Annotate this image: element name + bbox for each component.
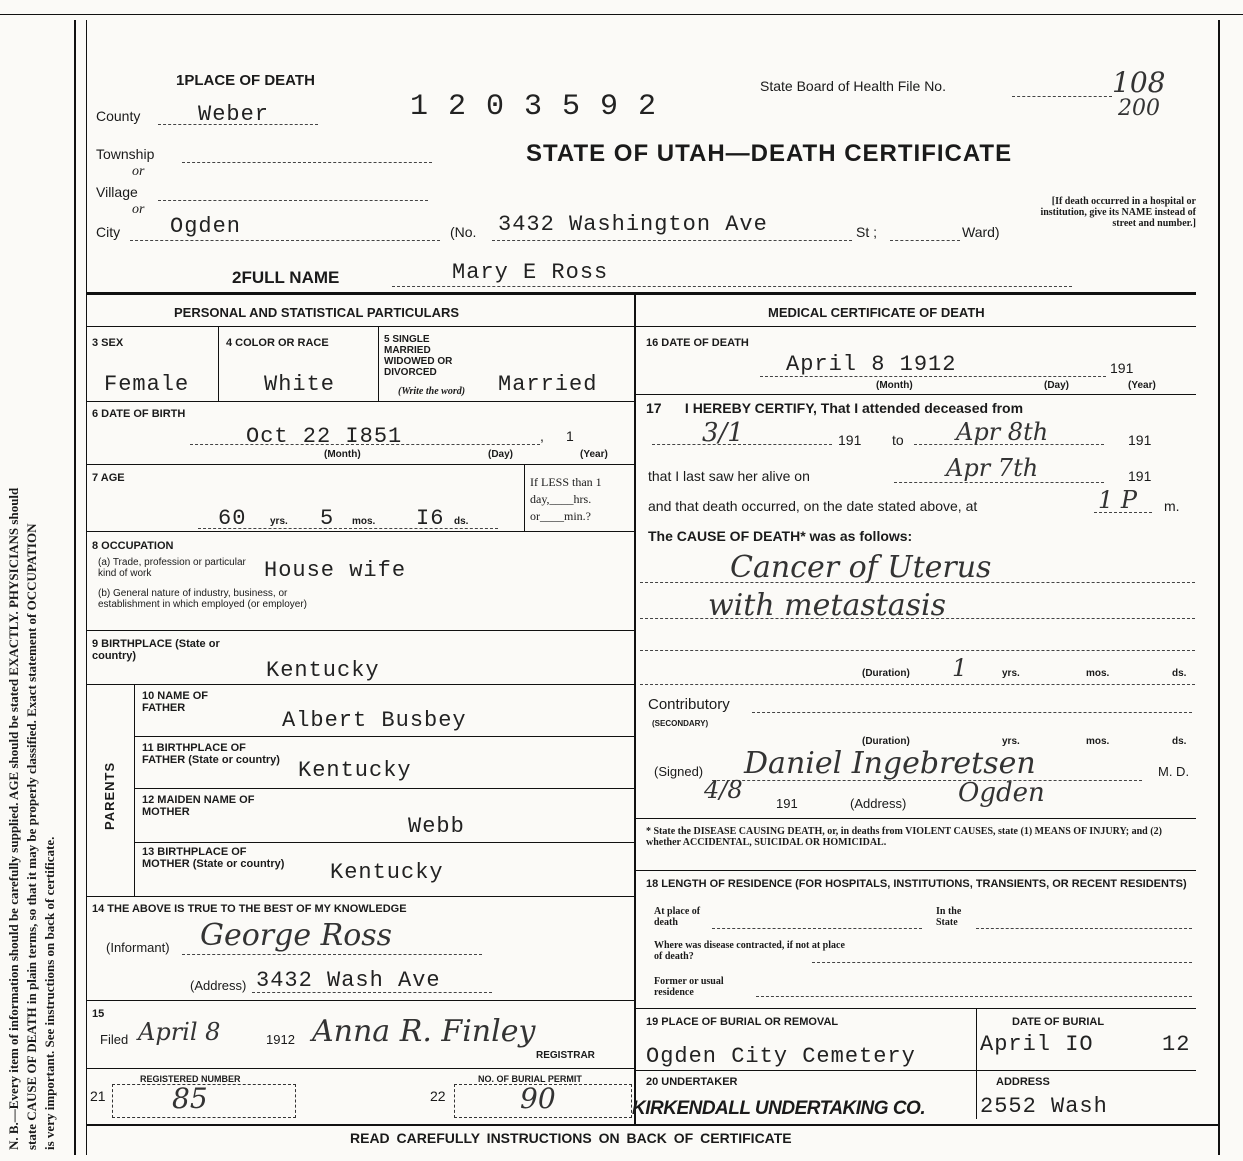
- duration-yrs-1: yrs.: [1002, 668, 1020, 679]
- st-label: St ;: [856, 224, 878, 240]
- city-label: City: [96, 224, 121, 240]
- attended-to: Apr 8th: [956, 418, 1049, 446]
- occ-a-label: (a) Trade, profession or particular kind of work: [98, 557, 246, 579]
- duration-ds-1: ds.: [1172, 668, 1187, 679]
- parents-label: PARENTS: [102, 761, 117, 830]
- marital-label: 5 SINGLE MARRIED WIDOWED OR DIVORCED: [384, 334, 453, 378]
- duration-ds-2: ds.: [1172, 736, 1187, 747]
- at-place-label: At place of death: [654, 906, 701, 928]
- dob-comma: ,: [540, 428, 544, 444]
- reg-num-prefix: 21: [90, 1088, 106, 1104]
- dob-label: 6 DATE OF BIRTH: [92, 408, 186, 420]
- duration-years: 1: [952, 654, 968, 682]
- certificate-title: STATE OF UTAH—DEATH CERTIFICATE: [526, 140, 1013, 167]
- father-birthplace-label: 11 BIRTHPLACE OF FATHER (State or country): [142, 742, 280, 766]
- ward-label: Ward): [962, 224, 1000, 240]
- burial-year: 12: [1162, 1032, 1191, 1057]
- duration-yrs-2: yrs.: [1002, 736, 1020, 747]
- cause-line-1: Cancer of Uterus: [730, 550, 992, 585]
- file-no-value-2: 200: [1118, 96, 1160, 121]
- mos-label: mos.: [352, 516, 376, 527]
- medical-section-title: MEDICAL CERTIFICATE OF DEATH: [768, 305, 985, 320]
- permit-label: NO. OF BURIAL PERMIT: [478, 1074, 582, 1084]
- city-value: Ogden: [170, 214, 242, 239]
- sig-address: Ogden: [958, 778, 1045, 808]
- dob-year-label: (Year): [580, 449, 608, 460]
- occurred-label: and that death occurred, on the date stated above, at: [648, 498, 978, 514]
- race-label: 4 COLOR OR RACE: [226, 337, 329, 349]
- undertaker-label: 20 UNDERTAKER: [646, 1076, 738, 1088]
- full-name-label: 2FULL NAME: [232, 268, 340, 287]
- age-days: I6: [416, 506, 445, 531]
- margin-line-1: N. B.—Every item of information should be carefully supplied. AGE should be stated EXACTLY. PHYSICIANS should: [6, 487, 21, 1150]
- file-no-label: State Board of Health File No.: [760, 78, 946, 94]
- margin-line-3: is very important. See instructions on back of certificate.: [42, 836, 57, 1150]
- personal-section-title: PERSONAL AND STATISTICAL PARTICULARS: [174, 305, 460, 320]
- place-of-death-label: 1PLACE OF DEATH: [176, 72, 315, 89]
- contributory-label: Contributory: [648, 696, 730, 713]
- mother-birthplace-label: 13 BIRTHPLACE OF MOTHER (State or country): [142, 846, 285, 870]
- occupation-value: House wife: [264, 558, 407, 583]
- father-birthplace-value: Kentucky: [298, 758, 412, 783]
- registrar-signature: Anna R. Finley: [312, 1014, 536, 1049]
- read-carefully-footer: READ CAREFULLY INSTRUCTIONS ON BACK OF CERTIFICATE: [350, 1130, 792, 1146]
- cause-line-2: with metastasis: [708, 588, 947, 623]
- no-label: (No.: [450, 224, 477, 240]
- dob-day-label: (Day): [488, 449, 514, 460]
- registrar-label: REGISTRAR: [536, 1050, 595, 1061]
- dod-year-suffix: 191: [1110, 360, 1134, 376]
- age-years: 60: [218, 506, 247, 531]
- reg-num-value: 85: [172, 1082, 208, 1115]
- or-1: or: [132, 164, 145, 179]
- street-address-value: 3432 Washington Ave: [498, 212, 768, 237]
- occupation-label: 8 OCCUPATION: [92, 540, 174, 552]
- last-saw-value: Apr 7th: [946, 454, 1039, 482]
- sex-value: Female: [104, 372, 190, 397]
- filed-year: 1912: [266, 1032, 295, 1047]
- burial-date-value: April IO: [980, 1032, 1094, 1057]
- footnote: * State the DISEASE CAUSING DEATH, or, in deaths from VIOLENT CAUSES, state (1) MEANS OF INJURY; and (2) whether ACCIDENTAL, SUICIDAL OR HOMICIDAL.: [646, 826, 1162, 848]
- undertaker-value: KIRKENDALL UNDERTAKING CO.: [632, 1098, 926, 1119]
- father-name-value: Albert Busbey: [282, 708, 467, 733]
- above-true-label: 14 THE ABOVE IS TRUE TO THE BEST OF MY KNOWLEDGE: [92, 903, 407, 915]
- dod-day-label: (Day): [1044, 380, 1070, 391]
- permit-prefix: 22: [430, 1088, 446, 1104]
- dod-value: April 8 1912: [786, 352, 957, 377]
- certify-line-1: 17 I HEREBY CERTIFY, That I attended deceased from: [646, 400, 1024, 416]
- year-191-a: 191: [838, 432, 862, 448]
- informant-signature: George Ross: [200, 918, 393, 953]
- filed-date: April 8: [138, 1018, 221, 1046]
- ds-label: ds.: [454, 516, 469, 527]
- mother-name-label: 12 MAIDEN NAME OF MOTHER: [142, 794, 255, 818]
- birthplace-label: 9 BIRTHPLACE (State or country): [92, 638, 220, 662]
- township-label: Township: [96, 146, 155, 162]
- informant-address: 3432 Wash Ave: [256, 968, 441, 993]
- mother-birthplace-value: Kentucky: [330, 860, 444, 885]
- right-border: [1218, 20, 1220, 1155]
- dob-value: Oct 22 I851: [246, 424, 403, 449]
- burial-value: Ogden City Cemetery: [646, 1044, 916, 1069]
- birthplace-value: Kentucky: [266, 658, 380, 683]
- informant-label: (Informant): [106, 940, 170, 955]
- father-name-label: 10 NAME OF FATHER: [142, 690, 209, 714]
- signed-label: (Signed): [654, 764, 704, 779]
- year-191-c: 191: [1128, 468, 1152, 484]
- county-label: County: [96, 108, 141, 124]
- top-border: [0, 14, 1243, 15]
- duration-mos-1: mos.: [1086, 668, 1110, 679]
- mother-name-value: Webb: [408, 814, 465, 839]
- duration-mos-2: mos.: [1086, 736, 1110, 747]
- attended-from: 3/1: [702, 418, 744, 448]
- occurred-time: 1 P: [1098, 486, 1138, 514]
- race-value: White: [264, 372, 336, 397]
- md-label: M. D.: [1158, 764, 1190, 779]
- filed-number: 15: [92, 1008, 105, 1020]
- undertaker-address-label: ADDRESS: [996, 1076, 1050, 1088]
- file-no-value: 108: [1112, 66, 1166, 99]
- undertaker-address-value: 2552 Wash: [980, 1094, 1108, 1119]
- signed-year: 191: [776, 796, 798, 811]
- cause-label: The CAUSE OF DEATH* was as follows:: [648, 528, 913, 544]
- age-label: 7 AGE: [92, 472, 125, 484]
- dod-month-label: (Month): [876, 380, 913, 391]
- residence-label: 18 LENGTH OF RESIDENCE (FOR HOSPITALS, INSTITUTIONS, TRANSIENTS, OR RECENT RESIDENTS): [646, 878, 1187, 890]
- county-value: Weber: [198, 102, 270, 127]
- where-contracted-label: Where was disease contracted, if not at place of death?: [654, 940, 845, 962]
- duration-label-1: (Duration): [862, 668, 910, 679]
- full-name-value: Mary E Ross: [452, 260, 609, 285]
- physician-signature: Daniel Ingebretsen: [744, 746, 1036, 781]
- if-less-label: If LESS than 1 day,____hrs. or____min.?: [530, 475, 602, 523]
- or-2: or: [132, 202, 145, 217]
- in-state-label: In the State: [936, 906, 962, 928]
- filed-label: Filed: [100, 1032, 129, 1047]
- former-residence-label: Former or usual residence: [654, 976, 724, 998]
- duration-label-2: (Duration): [862, 736, 910, 747]
- occ-b-label: (b) General nature of industry, business, or establishment in which employed (or employer): [98, 588, 307, 610]
- left-border-inner: [86, 20, 87, 1155]
- to-label: to: [892, 432, 904, 448]
- certificate-number: 1 2 0 3 5 9 2: [410, 90, 658, 124]
- informant-address-label: (Address): [190, 978, 247, 993]
- dob-slash: 1: [566, 428, 574, 444]
- secondary-label: (SECONDARY): [652, 719, 709, 728]
- burial-date-label: DATE OF BURIAL: [1012, 1016, 1105, 1028]
- burial-label: 19 PLACE OF BURIAL OR REMOVAL: [646, 1016, 839, 1028]
- marital-hint: (Write the word): [398, 386, 466, 397]
- yrs-label: yrs.: [270, 516, 288, 527]
- last-saw-label: that I last saw her alive on: [648, 468, 810, 484]
- dod-label: 16 DATE OF DEATH: [646, 337, 749, 349]
- dob-month-label: (Month): [324, 449, 361, 460]
- sig-address-label: (Address): [850, 796, 907, 811]
- margin-line-2: state CAUSE OF DEATH in plain terms, so that it may be properly classified. Exact statement of OCCUPATION: [24, 523, 39, 1150]
- main-top-rule: [86, 292, 1196, 295]
- reg-num-label: REGISTERED NUMBER: [140, 1074, 241, 1084]
- marital-value: Married: [498, 372, 598, 397]
- dod-year-label: (Year): [1128, 380, 1156, 391]
- signed-date: 4/8: [704, 776, 743, 804]
- m-label: m.: [1164, 498, 1180, 514]
- left-border: [74, 20, 76, 1155]
- permit-value: 90: [520, 1082, 556, 1115]
- column-divider: [634, 294, 636, 1126]
- age-months: 5: [320, 506, 335, 531]
- year-191-b: 191: [1128, 432, 1152, 448]
- hospital-note: [If death occurred in a hospital or institution, give its NAME instead of street and number.]: [1040, 196, 1196, 229]
- village-label: Village: [96, 184, 138, 200]
- sex-label: 3 SEX: [92, 337, 124, 349]
